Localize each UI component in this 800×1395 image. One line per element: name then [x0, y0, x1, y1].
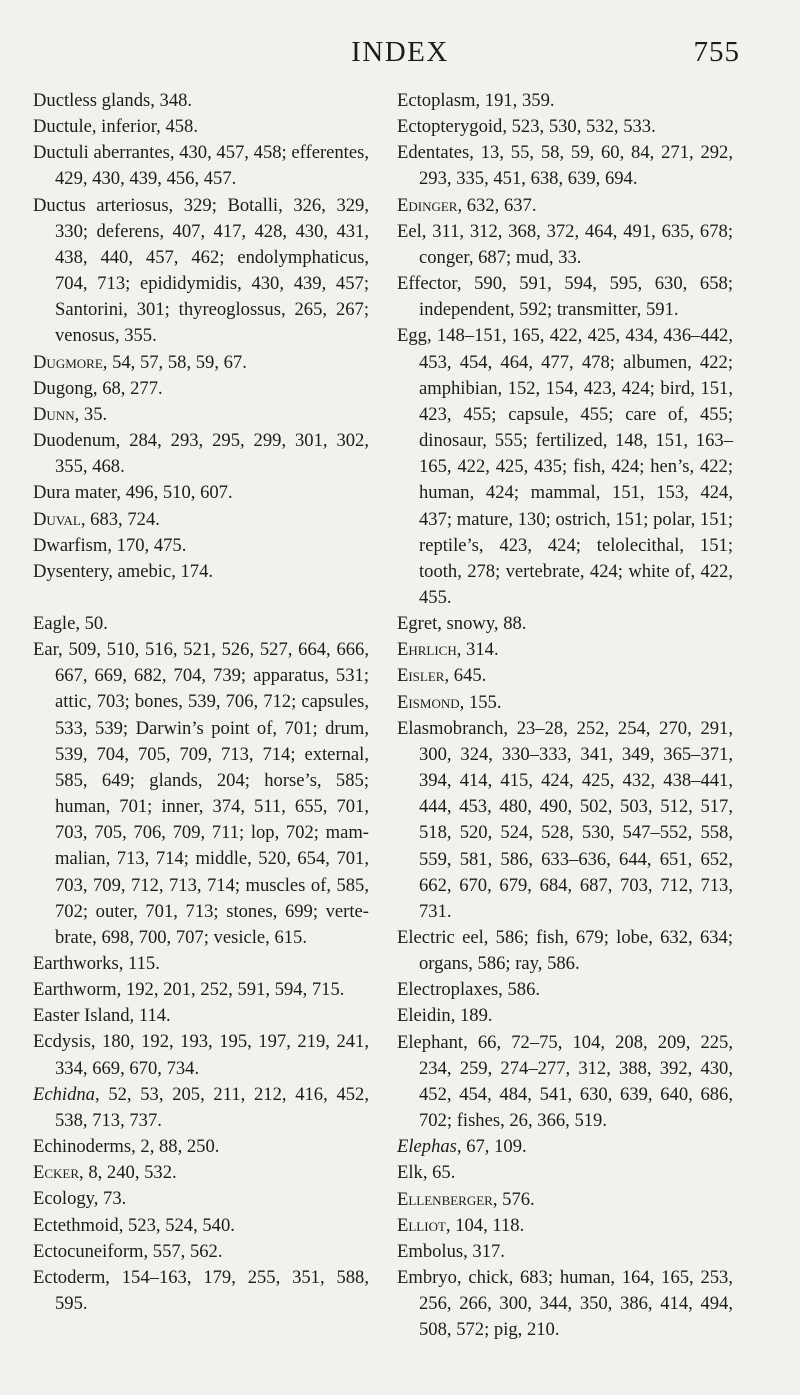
running-title: INDEX	[351, 36, 449, 68]
index-entry	[33, 350, 369, 376]
index-entry: Ductus arteriosus, 329; Botalli, 326, 329, 330; deferens, 407, 417, 428, 430, 431, 438, 440, 457, 462; endolymphaticus, 704, 713; epididymidis, 430, 439, 457; Santorini, 301; thyreoglossus, 265, 267; venosus, 355.	[33, 194, 369, 347]
index-entry-refs: , 104, 118.	[445, 1214, 525, 1236]
page-number: 755	[693, 36, 740, 68]
index-entry-refs: , 632, 637.	[457, 194, 537, 216]
index-entry: Duodenum, 284, 293, 295, 299, 301, 302, 355, 468.	[33, 430, 369, 478]
index-entry-name: Ellenberger	[397, 1188, 493, 1210]
index-entry-name: Eismond	[397, 691, 460, 713]
index-entry: Ductuli aberrantes, 430, 457, 458; efferentes, 429, 430, 439, 456, 457.	[33, 142, 369, 190]
index-entry: Electric eel, 586; fish, 679; lobe, 632, 634; organs, 586; ray, 586.	[397, 927, 733, 975]
index-entry-refs: , 8, 240, 532.	[79, 1162, 177, 1184]
index-entry-name: Eisler	[397, 665, 445, 687]
index-entry	[33, 402, 369, 428]
index-entry: Ecdysis, 180, 192, 193, 195, 197, 219, 241, 334, 669, 670, 734.	[33, 1031, 369, 1079]
index-entry: Earthworks, 115.	[33, 953, 160, 974]
index-entry-refs: , 35.	[74, 403, 108, 425]
index-entry-refs: , 683, 724.	[80, 508, 160, 530]
index-entry-name: Duval	[33, 508, 81, 530]
index-entry	[397, 690, 733, 716]
index-entry: Dura mater, 496, 510, 607.	[33, 482, 233, 504]
index-entry: Dugong, 68, 277.	[33, 377, 163, 399]
index-entry: Ecology, 73.	[33, 1188, 127, 1210]
index-entry-name: Ehrlich	[397, 639, 457, 661]
index-entry	[397, 637, 733, 663]
index-entry-refs: , 155.	[459, 691, 502, 713]
index-entry: Egret, snowy, 88.	[397, 613, 527, 635]
index-entry: Eel, 311, 312, 368, 372, 464, 491, 635, 678; conger, 687; mud, 33.	[397, 220, 733, 268]
index-entry-name: Dunn	[33, 403, 75, 425]
index-entry: Eagle, 50.	[33, 612, 108, 634]
index-entry-refs: , 67, 109.	[456, 1136, 527, 1158]
index-entry	[397, 663, 733, 689]
index-column-right	[397, 88, 733, 1344]
index-entry: Embryo, chick, 683; human, 164, 165, 253, 256, 266, 300, 344, 350, 386, 414, 494, 508, 572; pig, 210.	[397, 1267, 733, 1341]
index-entry	[33, 507, 369, 533]
index-entry: Ectethmoid, 523, 524, 540.	[33, 1214, 235, 1236]
index-entry: Ductule, inferior, 458.	[33, 116, 199, 138]
index-entry: Embolus, 317.	[397, 1240, 505, 1262]
index-entry: Dysentery, amebic, 174.	[33, 560, 214, 582]
index-entry: Ectoplasm, 191, 359.	[397, 90, 555, 111]
index-entry: Effector, 590, 591, 594, 595, 630, 658; independent, 592; transmitter, 591.	[397, 273, 733, 321]
index-entry: Ear, 509, 510, 516, 521, 526, 527, 664, 666, 667, 669, 682, 704, 739; apparatus, 531; attic, 703; bones, 539, 706, 712; capsules, 533, 539; Darwin’s point of, 701; drum, 539, 704, 705, 709, 713, 714; external, 585, 649; glands, 204; horse’s, 585; human, 701; inner, 374, 511, 655, 701, 703, 705, 706, 709, 711; lop, 702; mammalian, 713, 714; middle, 520, 654, 701, 703, 709, 712, 713, 714; muscles of, 585, 702; outer, 701, 713; stones, 699; vertebrate, 698, 700, 707; vesicle, 615.	[33, 639, 369, 948]
index-entry-name: Echidna	[33, 1083, 95, 1105]
index-entry-name: Dugmore	[33, 351, 103, 373]
index-entry	[33, 1082, 369, 1134]
index-entry-refs: , 576.	[492, 1188, 535, 1210]
index-entry: Dwarfism, 170, 475.	[33, 534, 187, 556]
index-entry-refs: , 314.	[456, 639, 499, 661]
index-entry	[397, 1187, 733, 1213]
index-entry-refs: , 54, 57, 58, 59, 67.	[102, 351, 247, 373]
index-entry	[397, 1213, 733, 1239]
index-column-left	[33, 88, 369, 1317]
index-entry: Egg, 148–151, 165, 422, 425, 434, 436–442, 453, 454, 464, 477, 478; albumen, 422; amphibian, 152, 154, 423, 424; bird, 151, 423, 455; capsule, 455; care of, 455; dinosaur, 555; fertilized, 148, 151, 163–165, 422, 425, 435; fish, 424; hen’s, 422; human, 424; mammal, 151, 153, 424, 437; mature, 130; ostrich, 151; polar, 151; reptile’s, 423, 424; telolecithal, 151; tooth, 278; vertebrate, 424; white of, 422, 455.	[397, 325, 733, 608]
index-entry: Ectocuneiform, 557, 562.	[33, 1240, 223, 1262]
index-entry	[397, 193, 733, 219]
index-entry-name: Edinger	[397, 194, 458, 216]
index-entry: Ductless glands, 348.	[33, 90, 193, 111]
index-entry-name: Elephas	[397, 1136, 457, 1158]
index-entry: Electroplaxes, 586.	[397, 979, 541, 1001]
index-entry: Edentates, 13, 55, 58, 59, 60, 84, 271, 292, 293, 335, 451, 638, 639, 694.	[397, 142, 733, 190]
index-entry: Echinoderms, 2, 88, 250.	[33, 1136, 220, 1158]
index-entry: Elephant, 66, 72–75, 104, 208, 209, 225, 234, 259, 274–277, 312, 388, 392, 430, 452, 454, 484, 541, 630, 639, 640, 686, 702; fishes, 26, 366, 519.	[397, 1031, 733, 1132]
index-entry	[33, 1160, 369, 1186]
index-entry: Earthworm, 192, 201, 252, 591, 594, 715.	[33, 979, 345, 1001]
index-entry	[397, 1134, 733, 1160]
index-entry: Elk, 65.	[397, 1162, 456, 1184]
index-entry: Ectoderm, 154–163, 179, 255, 351, 588, 595.	[33, 1266, 369, 1315]
index-entry-refs: , 52, 53, 205, 211, 212, 416, 452, 538, 713, 737.	[55, 1083, 369, 1131]
index-entry-name: Elliot	[397, 1214, 446, 1236]
index-entry: Easter Island, 114.	[33, 1005, 171, 1027]
index-entry: Eleidin, 189.	[397, 1005, 493, 1027]
index-entry: Ectopterygoid, 523, 530, 532, 533.	[397, 116, 656, 138]
index-entry-name: Ecker	[33, 1162, 80, 1184]
index-entry: Elasmobranch, 23–28, 252, 254, 270, 291, 300, 324, 330–333, 341, 349, 365–371, 394, 414, 415, 424, 425, 432, 438–441, 444, 453, 480, 490, 502, 503, 512, 517, 518, 520, 524, 528, 530, 547–552, 558, 559, 581, 586, 633–636, 644, 651, 652, 662, 670, 679, 684, 687, 703, 712, 713, 731.	[397, 717, 733, 922]
index-entry-refs: , 645.	[444, 665, 487, 687]
page-header	[0, 36, 800, 76]
